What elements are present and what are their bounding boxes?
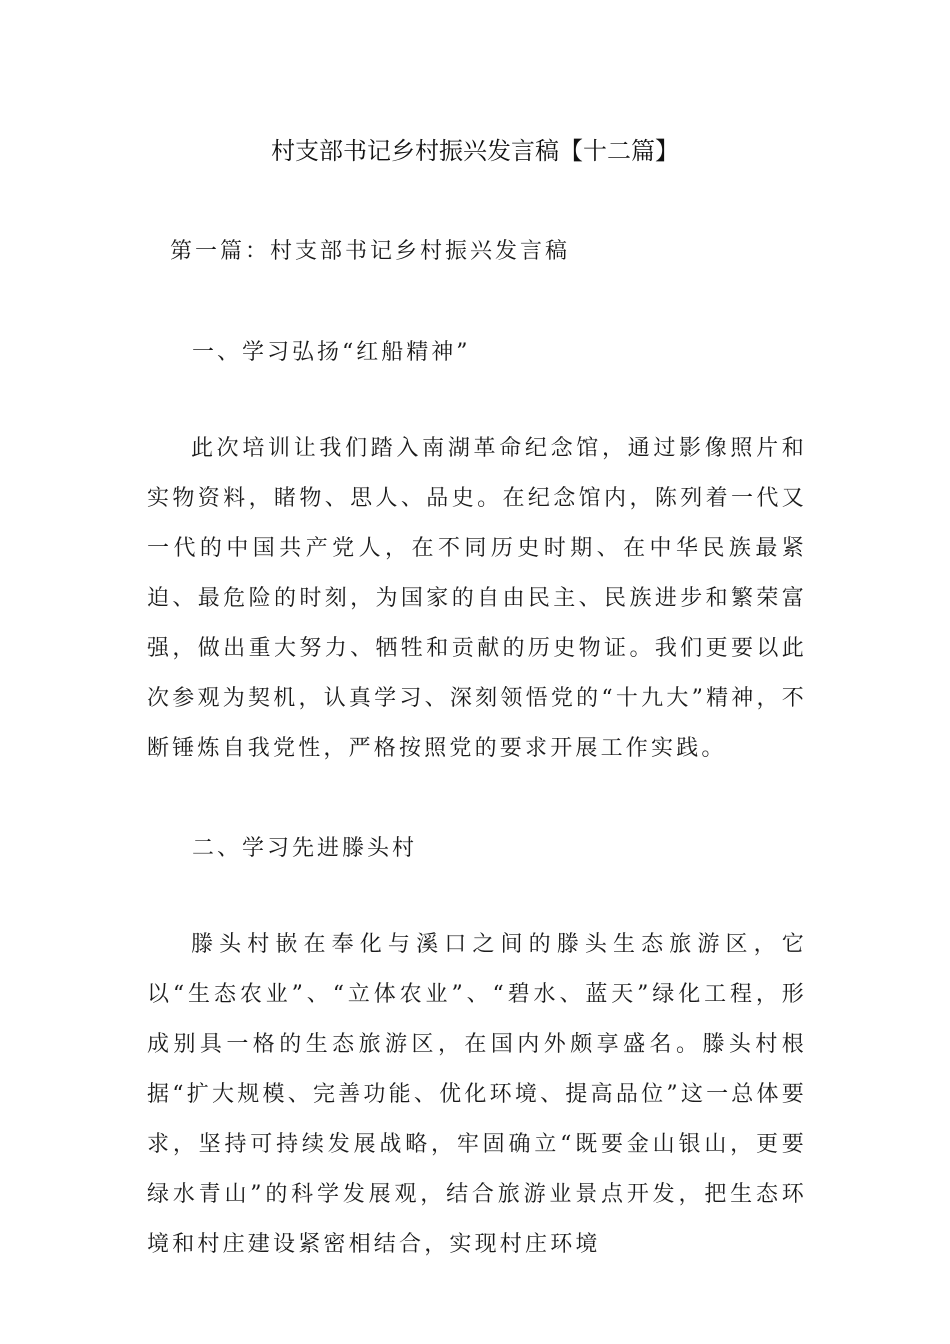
document-title: 村支部书记乡村振兴发言稿【十二篇】: [271, 137, 679, 165]
heading-1: 一、学习弘扬“红船精神”: [192, 340, 471, 365]
paragraph-2: 滕头村嵌在奉化与溪口之间的滕头生态旅游区，它以“生态农业”、“立体农业”、“碧水、蓝天”绿化工程，形成别具一格的生态旅游区，在国内外颇享盛名。滕头村根据“扩大规模、完善功能、优化环境、提高品位”这一总体要求，坚持可持续发展战略，牢固确立“既要金山银山，更要绿水青山”的科学发展观，结合旅游业景点开发，把生态环境和村庄建设紧密相结合，实现村庄环境: [147, 932, 807, 1257]
heading-2: 二、学习先进滕头村: [192, 836, 418, 861]
section-heading: 第一篇：村支部书记乡村振兴发言稿: [170, 239, 571, 264]
paragraph-1: 此次培训让我们踏入南湖革命纪念馆，通过影像照片和实物资料，睹物、思人、品史。在纪念馆内，陈列着一代又一代的中国共产党人，在不同历史时期、在中华民族最紧迫、最危险的时刻，为国家的自由民主、民族进步和繁荣富强，做出重大努力、牺牲和贡献的历史物证。我们更要以此次参观为契机，认真学习、深刻领悟党的“十九大”精神，不断锤炼自我党性，严格按照党的要求开展工作实践。: [147, 436, 807, 761]
